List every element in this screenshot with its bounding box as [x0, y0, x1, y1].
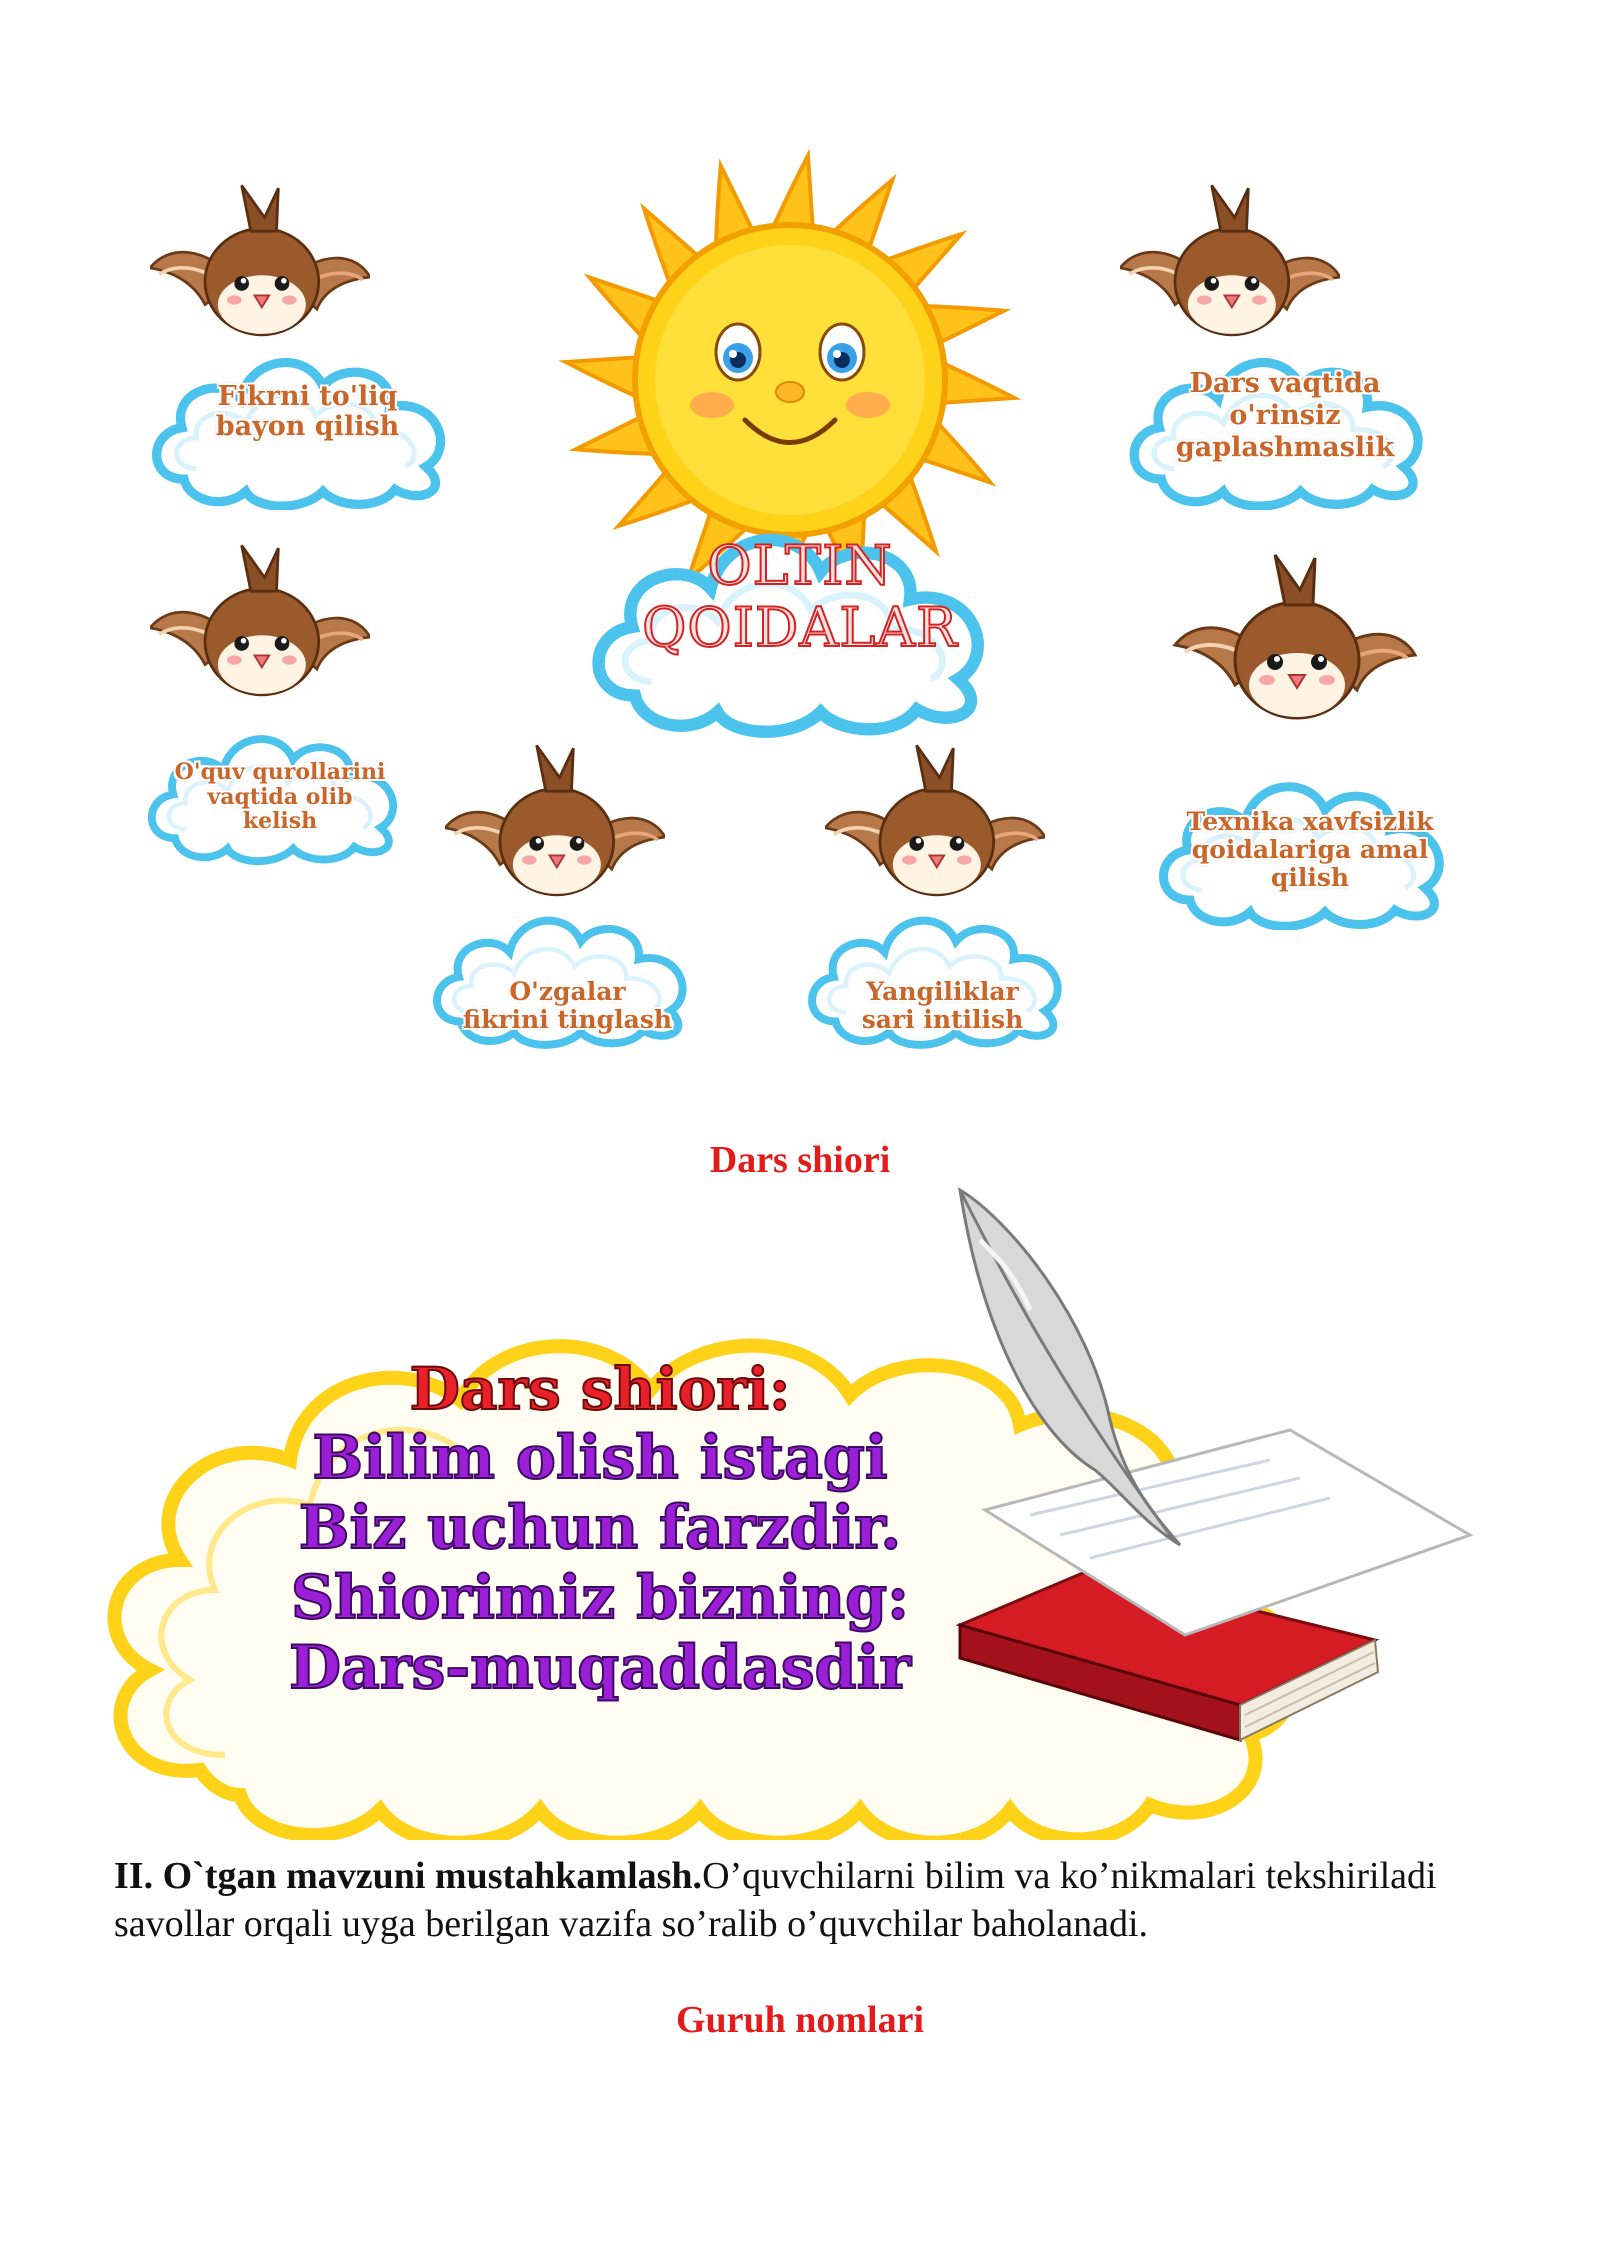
rule-label-4: Texnika xavfsizlik qoidalariga amal qilish — [1186, 807, 1434, 892]
rule-label-2: Dars vaqtida o'rinsiz gaplashmaslik — [1175, 368, 1395, 463]
slogan-line-4: Dars-muqaddasdir — [288, 1633, 912, 1703]
caption-guruh-nomlari: Guruh nomlari — [675, 1999, 925, 2041]
rule-label-3: O'quv qurollarini vaqtida olib kelish — [174, 759, 386, 835]
slogan-line-2: Biz uchun farzdir. — [298, 1493, 902, 1563]
section-paragraph — [114, 1852, 1494, 1948]
oltin-qoidalar-poster — [0, 120, 1600, 1240]
slogan-line-1: Bilim olish istagi — [312, 1423, 888, 1493]
rule-label-5: O'zgalar fikrini tinglash — [462, 977, 673, 1034]
section-title: II. O`tgan mavzuni mustahkamlash. — [114, 1855, 703, 1897]
poster-title-line-2: QOIDALAR — [642, 596, 958, 660]
caption-dars-shiori: Dars shiori — [709, 1139, 891, 1181]
rule-label-1: Fikrni to'liq bayon qilish — [215, 381, 400, 443]
poster-title-line-1: OLTIN — [707, 534, 893, 597]
slogan-text — [250, 1355, 950, 1703]
rule-label-6: Yangiliklar sari intilish — [861, 977, 1024, 1034]
slogan-line-3: Shiorimiz bizning: — [290, 1563, 910, 1633]
slogan-heading: Dars shiori: — [409, 1355, 791, 1423]
poster-title — [600, 535, 1000, 659]
section-text: O’quvchilarni bilim va ko’nikmalari tekshiriladi savollar orqali uyga berilgan vazifa so’ralib o’quvchilar baholanadi. — [114, 1855, 1437, 1945]
